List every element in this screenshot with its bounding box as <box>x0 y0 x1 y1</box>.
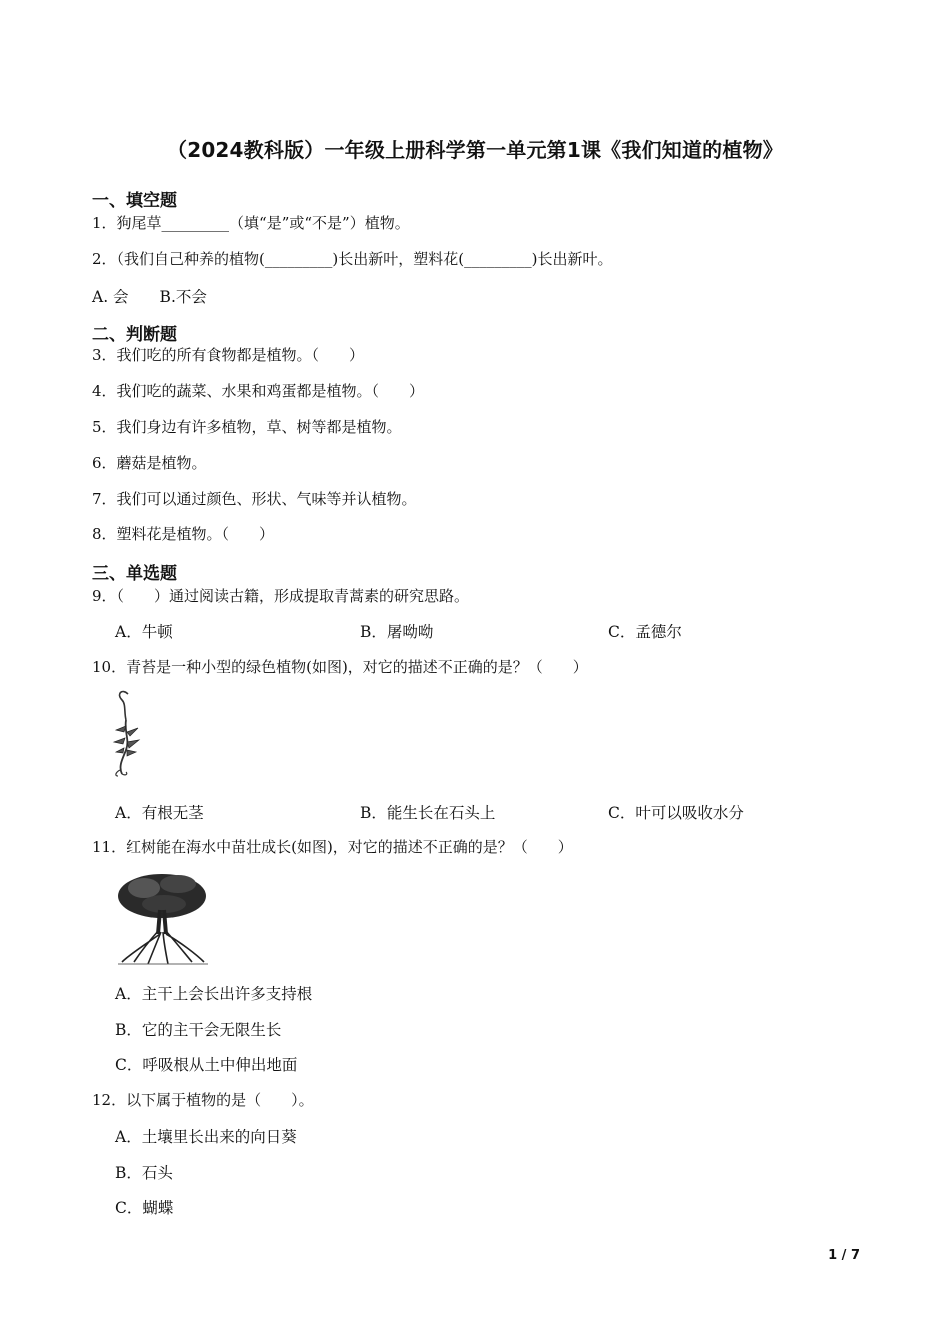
question-2-options: A. 会 B.不会 <box>92 288 207 306</box>
page-title: （2024教科版）一年级上册科学第一单元第1课《我们知道的植物》 <box>167 138 783 162</box>
q9-option-c: C．孟德尔 <box>608 623 682 641</box>
q12-option-c: C．蝴蝶 <box>115 1199 174 1217</box>
question-9: 9．（ ）通过阅读古籍，形成提取青蒿素的研究思路。 <box>92 587 470 605</box>
q10-option-a: A．有根无茎 <box>115 804 204 822</box>
question-12: 12．以下属于植物的是（ ）。 <box>92 1091 314 1109</box>
q12-option-b: B．石头 <box>115 1164 173 1182</box>
question-4: 4．我们吃的蔬菜、水果和鸡蛋都是植物。（ ） <box>92 382 425 400</box>
section-single-choice: 三、单选题 <box>92 564 177 584</box>
question-6: 6．蘑菇是植物。 <box>92 454 207 472</box>
moss-figure <box>108 686 148 778</box>
question-5: 5．我们身边有许多植物，草、树等都是植物。 <box>92 418 402 436</box>
question-8: 8．塑料花是植物。（ ） <box>92 525 275 543</box>
question-3: 3．我们吃的所有食物都是植物。（ ） <box>92 346 365 364</box>
q11-option-a: A．主干上会长出许多支持根 <box>115 985 313 1003</box>
q10-option-c: C．叶可以吸收水分 <box>608 804 744 822</box>
question-10: 10．青苔是一种小型的绿色植物(如图)，对它的描述不正确的是？（ ） <box>92 658 588 676</box>
page-number: 1 / 7 <box>828 1248 860 1263</box>
mangrove-figure <box>116 870 210 966</box>
q10-option-b: B．能生长在石头上 <box>360 804 496 822</box>
q9-option-a: A．牛顿 <box>115 623 173 641</box>
question-2: 2．（我们自己种养的植物(_________)长出新叶，塑料花(_________)长出新叶。 <box>92 250 613 268</box>
q11-option-b: B．它的主干会无限生长 <box>115 1021 282 1039</box>
question-1: 1．狗尾草_________（填“是”或“不是”）植物。 <box>92 214 410 232</box>
question-7: 7．我们可以通过颜色、形状、气味等并认植物。 <box>92 490 417 508</box>
q9-option-b: B．屠呦呦 <box>360 623 434 641</box>
question-11: 11．红树能在海水中苗壮成长(如图)，对它的描述不正确的是？（ ） <box>92 838 573 856</box>
q12-option-a: A．土壤里长出来的向日葵 <box>115 1128 297 1146</box>
q11-option-c: C．呼吸根从土中伸出地面 <box>115 1056 298 1074</box>
section-fill-in: 一、填空题 <box>92 191 177 211</box>
section-true-false: 二、判断题 <box>92 325 177 345</box>
